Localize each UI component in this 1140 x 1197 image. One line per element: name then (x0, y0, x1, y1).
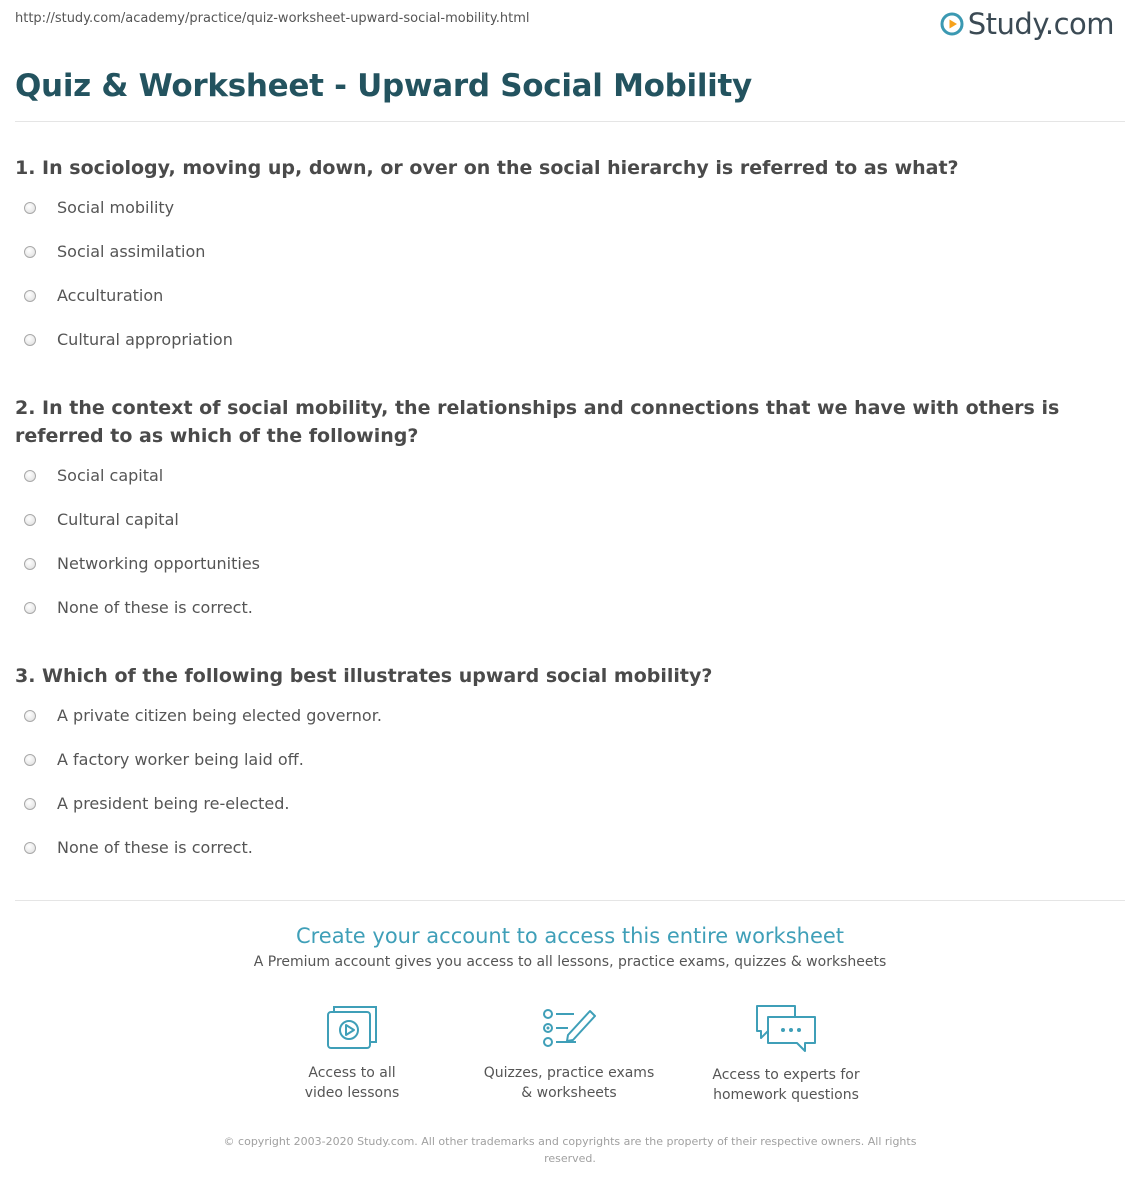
question-2 (15, 394, 1125, 642)
answer-label: Cultural appropriation (57, 330, 233, 349)
signup-cta (0, 924, 1140, 970)
answer-option[interactable] (15, 554, 1125, 598)
feature-experts (686, 1003, 886, 1105)
answer-label: Acculturation (57, 286, 164, 305)
answer-option[interactable] (15, 750, 1125, 794)
answer-label: Networking opportunities (57, 554, 260, 573)
divider (15, 121, 1125, 122)
question-1 (15, 154, 1125, 374)
play-circle-icon (940, 12, 964, 36)
answer-label: A private citizen being elected governor. (57, 706, 382, 725)
logo-text: Study.com (967, 7, 1114, 41)
answer-label: A president being re-elected. (57, 794, 290, 813)
answer-option[interactable] (15, 838, 1125, 882)
radio-button[interactable] (24, 290, 36, 302)
radio-button[interactable] (24, 202, 36, 214)
answer-label: Social mobility (57, 198, 175, 217)
answer-option[interactable] (15, 510, 1125, 554)
radio-button[interactable] (24, 798, 36, 810)
cta-title-link[interactable]: Create your account to access this entire worksheet (295, 924, 845, 948)
radio-button[interactable] (24, 710, 36, 722)
answer-label: None of these is correct. (57, 598, 253, 617)
answer-option[interactable] (15, 598, 1125, 642)
answer-option[interactable] (15, 466, 1125, 510)
answer-label: Social assimilation (57, 242, 206, 261)
answer-option[interactable] (15, 794, 1125, 838)
question-3 (15, 662, 1125, 882)
divider (15, 900, 1125, 901)
answer-option[interactable] (15, 286, 1125, 330)
answer-label: Social capital (57, 466, 164, 485)
question-text: 2. In the context of social mobility, the relationships and connections that we have with others is referred to as which of the following? (15, 397, 1060, 447)
page-title: Quiz & Worksheet - Upward Social Mobility (15, 68, 752, 104)
radio-button[interactable] (24, 470, 36, 482)
copyright: © copyright 2003-2020 Study.com. All other trademarks and copyrights are the property of their respective owners. All rights reserved. (223, 1135, 917, 1165)
feature-label: Access to all video lessons (304, 1065, 400, 1101)
feature-quizzes (469, 1003, 669, 1103)
answer-option[interactable] (15, 242, 1125, 286)
radio-button[interactable] (24, 246, 36, 258)
cta-subtitle: A Premium account gives you access to all lessons, practice exams, quizzes & worksheets (253, 954, 887, 970)
answer-label: A factory worker being laid off. (57, 750, 304, 769)
question-text: 3. Which of the following best illustrates upward social mobility? (15, 665, 713, 687)
radio-button[interactable] (24, 514, 36, 526)
radio-button[interactable] (24, 842, 36, 854)
chat-bubbles-icon (754, 1003, 818, 1055)
feature-video-lessons (252, 1003, 452, 1103)
radio-button[interactable] (24, 558, 36, 570)
study-logo[interactable] (940, 6, 1114, 42)
answer-label: Cultural capital (57, 510, 179, 529)
radio-button[interactable] (24, 602, 36, 614)
question-text: 1. In sociology, moving up, down, or over on the social hierarchy is referred to as what? (15, 157, 959, 179)
feature-label: Quizzes, practice exams & worksheets (483, 1065, 655, 1101)
radio-button[interactable] (24, 334, 36, 346)
video-lessons-icon (325, 1003, 379, 1053)
feature-label: Access to experts for homework questions (712, 1067, 860, 1103)
answer-option[interactable] (15, 330, 1125, 374)
page-url: http://study.com/academy/practice/quiz-worksheet-upward-social-mobility.html (15, 11, 530, 26)
answer-label: None of these is correct. (57, 838, 253, 857)
answer-option[interactable] (15, 706, 1125, 750)
quiz-checklist-icon (540, 1003, 598, 1053)
answer-option[interactable] (15, 198, 1125, 242)
radio-button[interactable] (24, 754, 36, 766)
